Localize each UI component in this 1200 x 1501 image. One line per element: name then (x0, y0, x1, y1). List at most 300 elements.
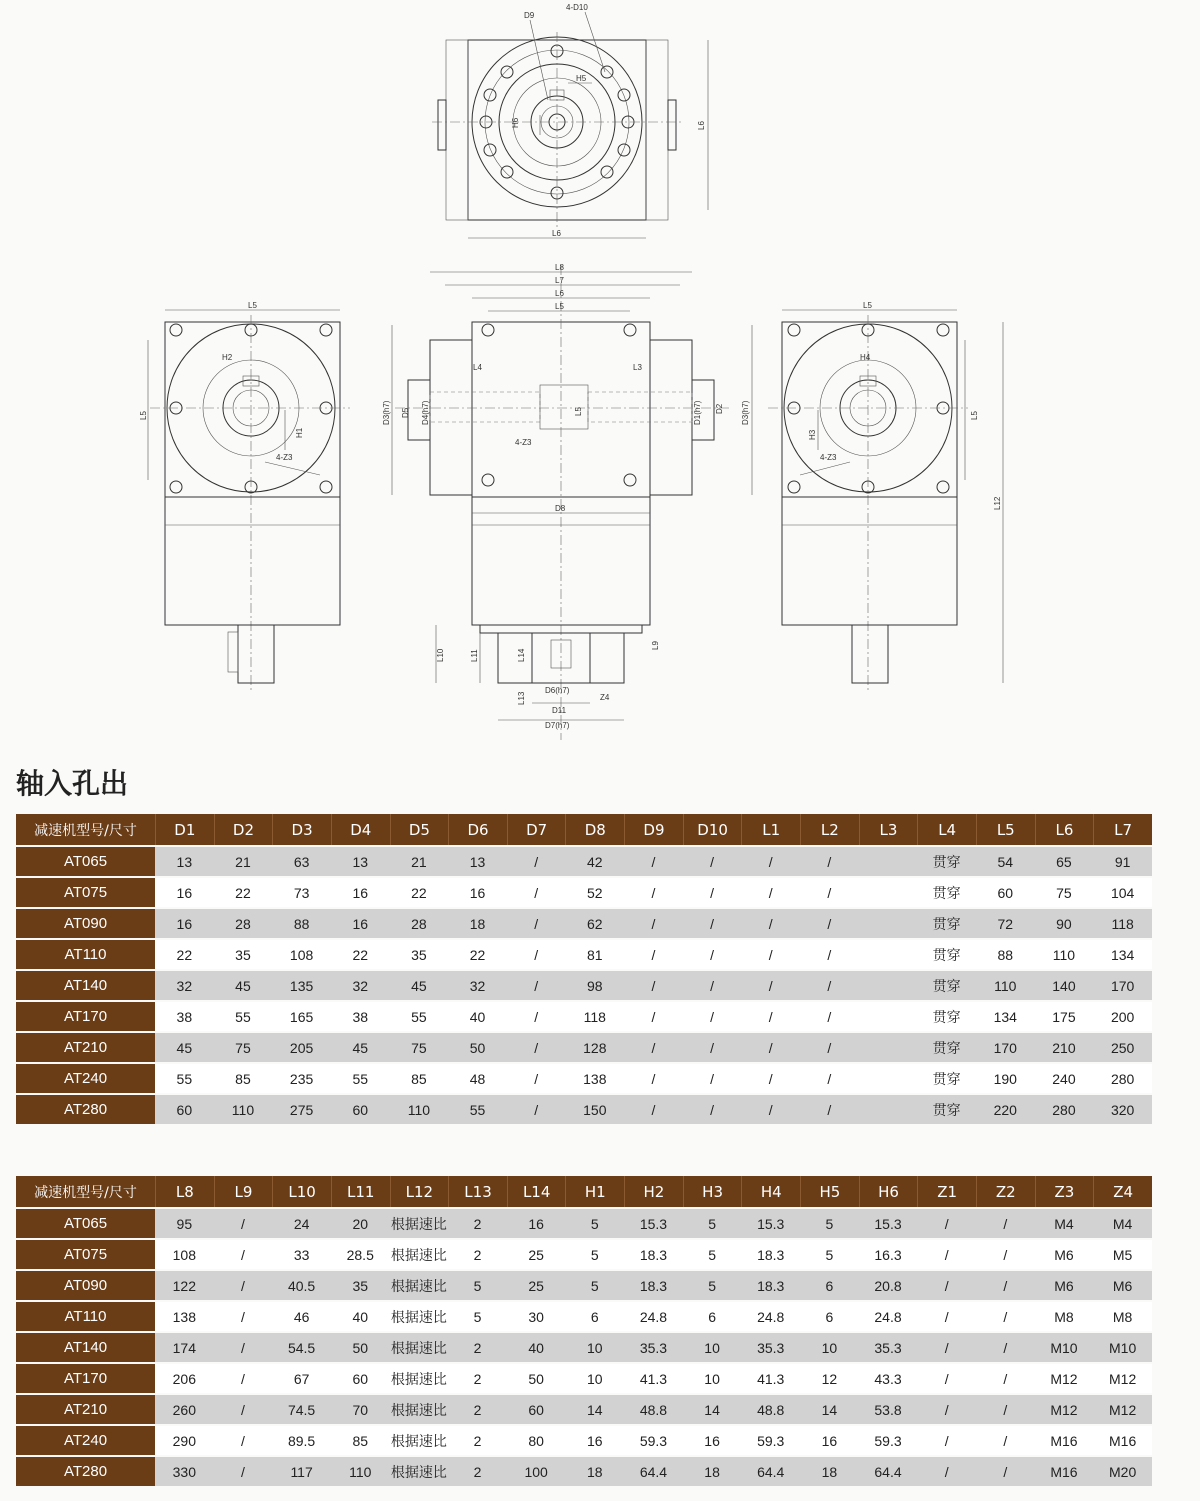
header-l5: L5 (976, 814, 1035, 845)
value-cell: 15.3 (859, 1209, 918, 1238)
value-cell: 10 (683, 1364, 742, 1393)
table-row (16, 1333, 1152, 1362)
value-cell: 根据速比 (390, 1240, 449, 1269)
value-cell: 22 (331, 940, 390, 969)
model-cell: AT110 (16, 940, 155, 969)
value-cell: M16 (1035, 1426, 1094, 1455)
value-cell: / (976, 1395, 1035, 1424)
label-l13: L13 (517, 691, 526, 705)
value-cell: / (976, 1457, 1035, 1486)
value-cell: 13 (155, 847, 214, 876)
value-cell: 42 (565, 847, 624, 876)
value-cell: 50 (331, 1333, 390, 1362)
value-cell: 贯穿 (917, 1002, 976, 1031)
table-row (16, 1302, 1152, 1331)
table-row (16, 1002, 1152, 1031)
value-cell: 贯穿 (917, 940, 976, 969)
label-h4: H4 (860, 353, 871, 362)
value-cell: 16.3 (859, 1240, 918, 1269)
value-cell: / (741, 1033, 800, 1062)
value-cell: M4 (1035, 1209, 1094, 1238)
table2-header-row (16, 1176, 1152, 1207)
value-cell: M12 (1093, 1364, 1152, 1393)
value-cell: M10 (1035, 1333, 1094, 1362)
label-4-d10: 4-D10 (566, 3, 588, 12)
value-cell: 25 (507, 1240, 566, 1269)
table1-header-row (16, 814, 1152, 845)
header-z2: Z2 (976, 1176, 1035, 1207)
value-cell: 45 (331, 1033, 390, 1062)
label-l6-horizontal: L6 (552, 229, 561, 238)
value-cell: 38 (331, 1002, 390, 1031)
value-cell: 50 (507, 1364, 566, 1393)
value-cell: 10 (683, 1333, 742, 1362)
value-cell: 5 (683, 1271, 742, 1300)
label-4-z3-left: 4-Z3 (276, 453, 293, 462)
value-cell: / (683, 1002, 742, 1031)
value-cell: 62 (565, 909, 624, 938)
table-row (16, 1271, 1152, 1300)
value-cell: / (976, 1240, 1035, 1269)
value-cell: 根据速比 (390, 1426, 449, 1455)
top-view (432, 3, 708, 238)
header-h6: H6 (859, 1176, 918, 1207)
value-cell: 18 (683, 1457, 742, 1486)
value-cell: 75 (390, 1033, 449, 1062)
value-cell: 210 (1035, 1033, 1094, 1062)
value-cell: 59.3 (741, 1426, 800, 1455)
header-model-size: 减速机型号/尺寸 (16, 1176, 155, 1207)
value-cell: 贯穿 (917, 909, 976, 938)
value-cell: 2 (448, 1395, 507, 1424)
value-cell: 35.3 (859, 1333, 918, 1362)
header-z4: Z4 (1093, 1176, 1152, 1207)
value-cell: 28.5 (331, 1240, 390, 1269)
value-cell: / (214, 1209, 273, 1238)
label-d11: D11 (552, 706, 567, 715)
value-cell: / (917, 1333, 976, 1362)
label-l3: L3 (633, 363, 642, 372)
table-row (16, 971, 1152, 1000)
value-cell: 18 (565, 1457, 624, 1486)
label-d4: D4(h7) (421, 400, 430, 425)
value-cell: 250 (1093, 1033, 1152, 1062)
label-d5: D5 (401, 407, 410, 418)
header-l4: L4 (917, 814, 976, 845)
value-cell: 95 (155, 1209, 214, 1238)
value-cell: / (624, 1095, 683, 1124)
value-cell: 55 (214, 1002, 273, 1031)
label-d1: D1(h7) (693, 400, 702, 425)
value-cell: 175 (1035, 1002, 1094, 1031)
label-l12: L12 (993, 496, 1002, 510)
value-cell: / (917, 1364, 976, 1393)
value-cell: / (741, 909, 800, 938)
value-cell: 16 (565, 1426, 624, 1455)
value-cell: 5 (565, 1240, 624, 1269)
header-l7: L7 (1093, 814, 1152, 845)
value-cell: 35.3 (741, 1333, 800, 1362)
value-cell: 134 (1093, 940, 1152, 969)
middle-view (382, 263, 1003, 740)
value-cell: 18.3 (741, 1271, 800, 1300)
value-cell: 118 (565, 1002, 624, 1031)
value-cell: M6 (1035, 1271, 1094, 1300)
value-cell: 16 (507, 1209, 566, 1238)
value-cell: / (800, 847, 859, 876)
value-cell: / (507, 1033, 566, 1062)
table-row (16, 878, 1152, 907)
value-cell: 5 (448, 1271, 507, 1300)
value-cell: 45 (214, 971, 273, 1000)
value-cell: 14 (800, 1395, 859, 1424)
value-cell: 20 (331, 1209, 390, 1238)
value-cell: 108 (155, 1240, 214, 1269)
value-cell: 根据速比 (390, 1333, 449, 1362)
value-cell: 330 (155, 1457, 214, 1486)
value-cell: 贯穿 (917, 1033, 976, 1062)
value-cell: 10 (800, 1333, 859, 1362)
value-cell: 48.8 (624, 1395, 683, 1424)
value-cell: / (917, 1209, 976, 1238)
header-d2: D2 (214, 814, 273, 845)
value-cell: 48.8 (741, 1395, 800, 1424)
value-cell: 根据速比 (390, 1364, 449, 1393)
model-cell: AT110 (16, 1302, 155, 1331)
value-cell: 65 (1035, 847, 1094, 876)
table-row (16, 1364, 1152, 1393)
value-cell: / (917, 1271, 976, 1300)
model-cell: AT090 (16, 909, 155, 938)
value-cell: 6 (800, 1271, 859, 1300)
value-cell: 170 (1093, 971, 1152, 1000)
value-cell: 22 (155, 940, 214, 969)
model-cell: AT140 (16, 971, 155, 1000)
label-d9: D9 (524, 11, 535, 20)
value-cell: 200 (1093, 1002, 1152, 1031)
value-cell: / (683, 847, 742, 876)
value-cell: 64.4 (624, 1457, 683, 1486)
value-cell: 2 (448, 1426, 507, 1455)
label-l11: L11 (470, 649, 479, 662)
table-row (16, 1457, 1152, 1486)
label-d3-left: D3(h7) (382, 400, 391, 425)
value-cell: 165 (272, 1002, 331, 1031)
value-cell: 118 (1093, 909, 1152, 938)
value-cell: 30 (507, 1302, 566, 1331)
label-d2: D2 (715, 403, 724, 414)
model-cell: AT075 (16, 878, 155, 907)
label-l5-inner: L5 (574, 407, 583, 416)
value-cell: 80 (507, 1426, 566, 1455)
label-l5-side-left: L5 (139, 411, 148, 420)
value-cell: 54 (976, 847, 1035, 876)
header-l14: L14 (507, 1176, 566, 1207)
value-cell: 16 (448, 878, 507, 907)
value-cell: 140 (1035, 971, 1094, 1000)
label-z4: Z4 (600, 693, 610, 702)
value-cell: / (624, 1033, 683, 1062)
value-cell: 98 (565, 971, 624, 1000)
value-cell: 24.8 (859, 1302, 918, 1331)
value-cell: 52 (565, 878, 624, 907)
value-cell (859, 847, 918, 876)
value-cell: / (683, 1064, 742, 1093)
value-cell: 46 (272, 1302, 331, 1331)
value-cell: 190 (976, 1064, 1035, 1093)
header-l9: L9 (214, 1176, 273, 1207)
value-cell: 6 (683, 1302, 742, 1331)
table-row (16, 940, 1152, 969)
value-cell: 16 (155, 909, 214, 938)
header-l6: L6 (1035, 814, 1094, 845)
value-cell: 81 (565, 940, 624, 969)
value-cell: / (624, 878, 683, 907)
value-cell: 138 (565, 1064, 624, 1093)
header-d6: D6 (448, 814, 507, 845)
value-cell: / (507, 878, 566, 907)
value-cell: 60 (507, 1395, 566, 1424)
model-cell: AT140 (16, 1333, 155, 1362)
value-cell: 117 (272, 1457, 331, 1486)
header-l3: L3 (859, 814, 918, 845)
label-l10: L10 (436, 648, 445, 662)
value-cell: 40 (448, 1002, 507, 1031)
value-cell: M5 (1093, 1240, 1152, 1269)
value-cell: 54.5 (272, 1333, 331, 1362)
table-row (16, 847, 1152, 876)
value-cell: 6 (565, 1302, 624, 1331)
label-h6: H6 (511, 117, 520, 128)
spec-table-1 (16, 812, 1152, 1126)
header-h3: H3 (683, 1176, 742, 1207)
value-cell (859, 1095, 918, 1124)
value-cell: 110 (976, 971, 1035, 1000)
label-d7: D7(h7) (545, 721, 570, 730)
value-cell: 16 (331, 909, 390, 938)
value-cell: 85 (214, 1064, 273, 1093)
value-cell: 260 (155, 1395, 214, 1424)
model-cell: AT090 (16, 1271, 155, 1300)
model-cell: AT280 (16, 1457, 155, 1486)
model-cell: AT210 (16, 1033, 155, 1062)
value-cell: / (624, 1002, 683, 1031)
value-cell: 60 (976, 878, 1035, 907)
header-d4: D4 (331, 814, 390, 845)
value-cell: 220 (976, 1095, 1035, 1124)
table-row (16, 1240, 1152, 1269)
table-row (16, 1426, 1152, 1455)
value-cell: 10 (565, 1364, 624, 1393)
value-cell: 20.8 (859, 1271, 918, 1300)
value-cell: 85 (390, 1064, 449, 1093)
value-cell: 55 (448, 1095, 507, 1124)
value-cell: 2 (448, 1209, 507, 1238)
value-cell: 33 (272, 1240, 331, 1269)
value-cell: 122 (155, 1271, 214, 1300)
value-cell: 63 (272, 847, 331, 876)
header-h4: H4 (741, 1176, 800, 1207)
table-row (16, 1033, 1152, 1062)
label-h1: H1 (295, 427, 304, 438)
label-d3-right: D3(h7) (741, 400, 750, 425)
header-h1: H1 (565, 1176, 624, 1207)
value-cell: 24 (272, 1209, 331, 1238)
value-cell: 35 (331, 1271, 390, 1300)
table-row (16, 909, 1152, 938)
header-d3: D3 (272, 814, 331, 845)
value-cell: 35 (390, 940, 449, 969)
value-cell: / (214, 1364, 273, 1393)
value-cell: / (917, 1457, 976, 1486)
header-l1: L1 (741, 814, 800, 845)
value-cell: / (507, 1064, 566, 1093)
table-row (16, 1095, 1152, 1124)
value-cell: 5 (800, 1209, 859, 1238)
model-cell: AT240 (16, 1064, 155, 1093)
value-cell: 5 (683, 1209, 742, 1238)
value-cell: 21 (214, 847, 273, 876)
value-cell: / (214, 1395, 273, 1424)
label-l14: L14 (517, 648, 526, 662)
value-cell: / (507, 847, 566, 876)
value-cell: 60 (331, 1364, 390, 1393)
label-d8: D8 (555, 504, 566, 513)
value-cell: 108 (272, 940, 331, 969)
value-cell: 50 (448, 1033, 507, 1062)
value-cell: / (741, 878, 800, 907)
value-cell: 18 (800, 1457, 859, 1486)
value-cell: 150 (565, 1095, 624, 1124)
value-cell: / (741, 940, 800, 969)
value-cell: M12 (1093, 1395, 1152, 1424)
value-cell: 55 (155, 1064, 214, 1093)
label-4-z3-right: 4-Z3 (820, 453, 837, 462)
label-h5: H5 (576, 74, 587, 83)
value-cell (859, 1064, 918, 1093)
value-cell: / (214, 1426, 273, 1455)
value-cell: 10 (565, 1333, 624, 1362)
value-cell: M6 (1035, 1240, 1094, 1269)
header-d10: D10 (683, 814, 742, 845)
value-cell: 75 (1035, 878, 1094, 907)
value-cell: 贯穿 (917, 847, 976, 876)
value-cell: 32 (448, 971, 507, 1000)
label-l6-vertical: L6 (697, 121, 706, 130)
value-cell: 100 (507, 1457, 566, 1486)
value-cell: 90 (1035, 909, 1094, 938)
value-cell: 38 (155, 1002, 214, 1031)
value-cell: / (917, 1426, 976, 1455)
label-l9: L9 (651, 641, 660, 650)
technical-drawing (0, 0, 1200, 750)
value-cell: 5 (448, 1302, 507, 1331)
value-cell: 88 (272, 909, 331, 938)
value-cell: 13 (448, 847, 507, 876)
gearbox-drawing-svg (0, 0, 1200, 750)
value-cell: 135 (272, 971, 331, 1000)
value-cell: 40 (331, 1302, 390, 1331)
value-cell: / (976, 1271, 1035, 1300)
value-cell (859, 1033, 918, 1062)
left-view (139, 301, 350, 690)
header-l2: L2 (800, 814, 859, 845)
model-cell: AT280 (16, 1095, 155, 1124)
value-cell: M12 (1035, 1364, 1094, 1393)
value-cell: / (800, 909, 859, 938)
label-l8: L8 (555, 263, 564, 272)
value-cell: 40 (507, 1333, 566, 1362)
value-cell: / (683, 909, 742, 938)
value-cell: 24.8 (624, 1302, 683, 1331)
table-row (16, 1395, 1152, 1424)
value-cell: 88 (976, 940, 1035, 969)
header-d1: D1 (155, 814, 214, 845)
value-cell: 2 (448, 1364, 507, 1393)
value-cell: 59.3 (624, 1426, 683, 1455)
value-cell: 290 (155, 1426, 214, 1455)
model-cell: AT065 (16, 847, 155, 876)
value-cell: 64.4 (741, 1457, 800, 1486)
value-cell: M20 (1093, 1457, 1152, 1486)
header-z1: Z1 (917, 1176, 976, 1207)
value-cell: / (917, 1395, 976, 1424)
header-z3: Z3 (1035, 1176, 1094, 1207)
label-h3: H3 (808, 429, 817, 440)
label-l5-top-left: L5 (248, 301, 257, 310)
value-cell: 28 (214, 909, 273, 938)
value-cell: 128 (565, 1033, 624, 1062)
value-cell (859, 971, 918, 1000)
value-cell: 2 (448, 1457, 507, 1486)
value-cell: 5 (683, 1240, 742, 1269)
value-cell: 206 (155, 1364, 214, 1393)
value-cell: 16 (683, 1426, 742, 1455)
value-cell: 91 (1093, 847, 1152, 876)
value-cell: / (214, 1333, 273, 1362)
value-cell: / (507, 1002, 566, 1031)
value-cell: 35 (214, 940, 273, 969)
value-cell: M10 (1093, 1333, 1152, 1362)
value-cell: 18 (448, 909, 507, 938)
value-cell: 32 (331, 971, 390, 1000)
label-l7: L7 (555, 276, 564, 285)
value-cell: M4 (1093, 1209, 1152, 1238)
header-l8: L8 (155, 1176, 214, 1207)
value-cell: 85 (331, 1426, 390, 1455)
label-4-z3-mid: 4-Z3 (515, 438, 532, 447)
value-cell: 18.3 (741, 1240, 800, 1269)
value-cell: 275 (272, 1095, 331, 1124)
value-cell: 2 (448, 1240, 507, 1269)
value-cell: 16 (800, 1426, 859, 1455)
value-cell: / (976, 1333, 1035, 1362)
value-cell: 104 (1093, 878, 1152, 907)
header-l10: L10 (272, 1176, 331, 1207)
value-cell: 110 (390, 1095, 449, 1124)
value-cell: 40.5 (272, 1271, 331, 1300)
header-h2: H2 (624, 1176, 683, 1207)
value-cell: 2 (448, 1333, 507, 1362)
value-cell: 174 (155, 1333, 214, 1362)
value-cell: 41.3 (624, 1364, 683, 1393)
value-cell: / (800, 878, 859, 907)
value-cell: / (741, 1064, 800, 1093)
value-cell: M12 (1035, 1395, 1094, 1424)
value-cell: / (800, 940, 859, 969)
value-cell: 59.3 (859, 1426, 918, 1455)
right-view (768, 301, 979, 690)
